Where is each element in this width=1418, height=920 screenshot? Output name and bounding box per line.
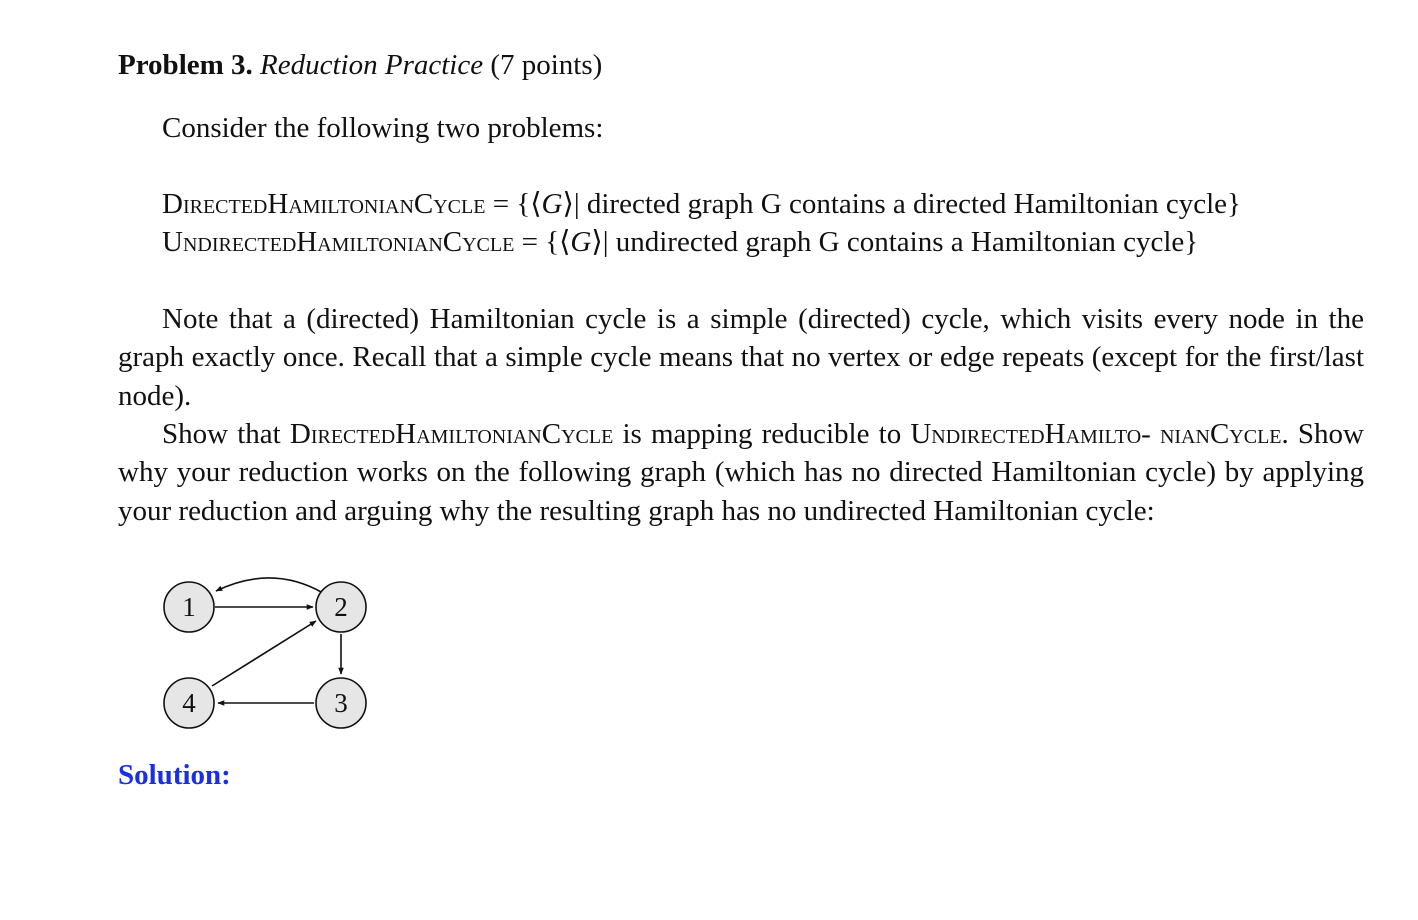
node-label: 2 bbox=[334, 592, 348, 622]
note-paragraph: Note that a (directed) Hamiltonian cycle is a simple (directed) cycle, which visits every node in the graph exactly once. Recall that a simple cycle means that no vertex or edge repeats (except for the first/last node). bbox=[118, 303, 1364, 412]
problem-heading bbox=[118, 46, 602, 84]
edge-4-to-2 bbox=[212, 621, 316, 686]
equals-sign: = bbox=[514, 226, 546, 258]
problem-points: (7 points) bbox=[490, 49, 603, 81]
equals-sign: = bbox=[485, 188, 517, 220]
node-label: 3 bbox=[334, 688, 348, 718]
edge-2-to-1 bbox=[216, 578, 323, 593]
solution-label: Solution: bbox=[118, 759, 231, 791]
graph-variable: G bbox=[570, 226, 592, 258]
example-graph bbox=[150, 570, 390, 740]
definition-condition: undirected graph G contains a Hamiltonian cycle bbox=[615, 226, 1185, 258]
graph-node-3 bbox=[316, 678, 366, 728]
task-text: Show that bbox=[162, 418, 290, 450]
graph-svg bbox=[150, 570, 390, 740]
definition-name: Hamiltonian bbox=[296, 226, 443, 258]
graph-node-4 bbox=[164, 678, 214, 728]
target-problem-name: nianCycle bbox=[1159, 418, 1282, 450]
problem-definitions bbox=[162, 185, 1241, 261]
graph-node-1 bbox=[164, 582, 214, 632]
definition-condition: directed graph G contains a directed Hamiltonian cycle bbox=[586, 188, 1228, 220]
graph-node-2 bbox=[316, 582, 366, 632]
set-close: } bbox=[1184, 226, 1199, 258]
task-text: . Show why your reduction works on the following graph (which has no directed Hamiltonian cycle) by applying your reduction and arguing why the resulting graph has no undirected Hamiltonian cycle: bbox=[118, 418, 1364, 527]
definition-name: Hamiltonian bbox=[267, 188, 414, 220]
node-label: 1 bbox=[182, 592, 196, 622]
intro-text: Consider the following two problems: bbox=[162, 112, 604, 144]
definition-name: Cycle bbox=[413, 188, 486, 220]
task-paragraph bbox=[118, 415, 1364, 530]
definition-undirected bbox=[162, 223, 1241, 261]
definition-name: Cycle bbox=[442, 226, 515, 258]
graph-variable: G bbox=[541, 188, 563, 220]
node-label: 4 bbox=[182, 688, 196, 718]
problem-title: Reduction Practice bbox=[260, 49, 484, 81]
task-text: is mapping reducible to bbox=[613, 418, 911, 450]
set-open: {⟨ bbox=[516, 188, 542, 220]
target-problem-name: UndirectedHamilto- bbox=[910, 418, 1151, 450]
definition-name: Directed bbox=[162, 188, 268, 220]
set-open: {⟨ bbox=[545, 226, 571, 258]
set-separator: ⟩| bbox=[562, 188, 587, 220]
definition-directed bbox=[162, 185, 1241, 223]
set-separator: ⟩| bbox=[591, 226, 616, 258]
definition-name: Undirected bbox=[162, 226, 297, 258]
problem-number: Problem 3. bbox=[118, 49, 253, 81]
set-close: } bbox=[1227, 188, 1241, 220]
source-problem-name: DirectedHamiltonianCycle bbox=[289, 418, 614, 450]
